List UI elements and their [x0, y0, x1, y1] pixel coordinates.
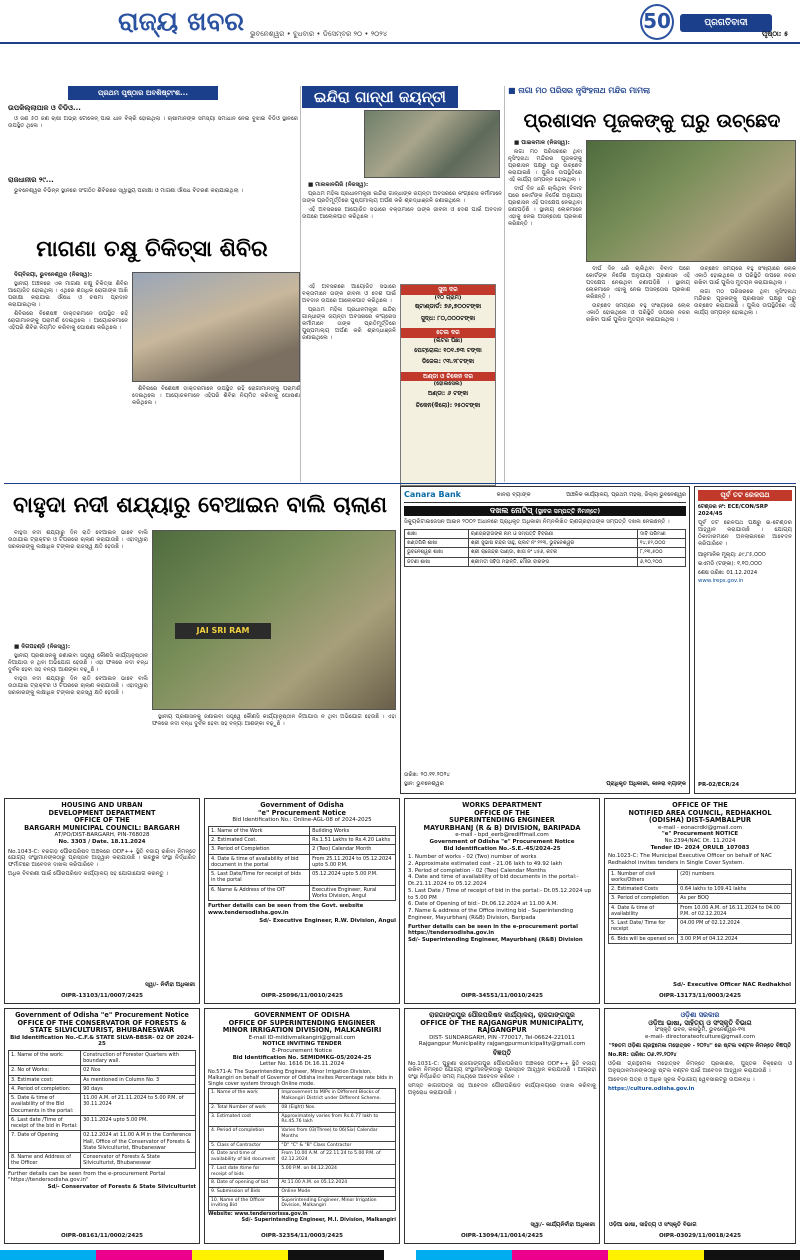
petrol-rate: ପେଟ୍ରୋଲ: ୧୦୧.୭୩ ଟଙ୍କା: [414, 346, 482, 354]
notice-code: OIPR-25096/11/0010/2425: [260, 993, 344, 1000]
fuel-rate-unit: (ଲିଟର ପିଛା): [433, 337, 463, 344]
notice-title: MINOR IRRIGATION DIVISION, MALKANGIRI: [222, 1026, 382, 1035]
canara-notice: [400, 486, 690, 794]
canara-logo: Canara Bank: [404, 490, 462, 499]
notice-line: 3. Period of completion - 02 (Two) Calendar Months: [408, 867, 546, 874]
railway-header: ପୂର୍ବ ତଟ ରେଳପଥ: [698, 490, 792, 501]
naga-headline: ପ୍ରଶାସନ ପୂଜକଙ୍କୁ ଘରୁ ଉଚ୍ଛେଦ: [523, 110, 781, 132]
table-row: 10. Name of the Officer inviting Bid Superintending Engineer, Minor Irrigation Division, Malkangiri: [209, 1196, 396, 1210]
continued-text-2: ଭୁବନେଶ୍ୱର ବିଭିନ୍ନ ସ୍ଥାନରେ ସଂଗଠିତ ଶିବିରରେ ସ୍ୱାସ୍ଥ୍ୟ ପରୀକ୍ଷା ଓ ମାଗଣା ଔଷଧ ବିତରଣ କରାଯାଇଥିଲା ।: [14, 188, 243, 194]
table-row: 2. Estimated Cost. Rs.1.51 Lakhs to Rs.4.20 Lakhs: [209, 836, 396, 845]
table-row: 4. Date & time of availability From 10.00 A.M. of 16.11.2024 to 04.00 P.M. of 02.12.2024: [609, 903, 792, 919]
table-row: 1. Name of the work: Construction of Forester Quarters with boundary wall.: [9, 1050, 196, 1066]
notice-line: 1. Number of works - 02 (Two) number of works: [408, 854, 537, 861]
notice-subtitle: "e" Procurement NOTICE: [661, 831, 739, 838]
table-row: ଖଣ୍ଡଗିରି ଶାଖା ଶ୍ରୀ ସୁଭାଷ ଚନ୍ଦ୍ର ସାହୁ, ପ୍ଲଟ ନଂ ୧୨୩, ଭୁବନେଶ୍ୱର ୧୪,୫୨,୦୦୦: [405, 539, 686, 548]
column-divider: [504, 86, 505, 482]
railway-cost: ଆନୁମାନିକ ମୂଲ୍ୟ: ୬୯,୮୫,୦୦୦: [698, 552, 766, 559]
chicken-rate: ଚିକେନ(କିଲୋ): ୨୫୦ଟଙ୍କା: [415, 401, 481, 409]
table-row: 3. Estimated cost Approximately varies from Rs.6.77 lakh to Rs.45.76 lakh: [209, 1112, 396, 1126]
bahuda-photo: [152, 530, 396, 710]
notice-title: HOUSING AND URBAN: [61, 801, 143, 809]
notice-code: OIPR-32354/11/0003/2425: [260, 1233, 344, 1240]
notice-line: 5. Last Date / Time of receipt of bid in the portal:- Dt.05.12.2024 up to 5.00 PM: [408, 887, 592, 901]
continued-subhead-2: ରାଜଧାନୀର ୨୯...: [8, 176, 54, 184]
notice-table: [208, 1088, 396, 1211]
railway-tender-no: ଟେଣ୍ଡର ନଂ: ECE/CON/SRP 2024/45: [698, 503, 768, 517]
table-row: 4. Period of completion: 90 days: [9, 1084, 196, 1093]
table-row: 1. Number of civil works/Others (20) numbers: [609, 869, 792, 885]
column-divider: [300, 86, 301, 482]
notice-subtitle: Government of Odisha "e" Procurement Notice: [429, 838, 575, 845]
page-number: ପୃଷ୍ଠା: ୫: [762, 30, 789, 38]
section-divider: [4, 483, 796, 484]
notice-title: ଓଡ଼ିଆ ଭାଷା, ସାହିତ୍ୟ ଓ ସଂସ୍କୃତି ବିଭାଗ: [648, 1018, 752, 1027]
table-row: 7. Date of Opening 02.12.2024 at 11.00 A.M in the Conference Hall, Office of the Conservator of Forests & State Silviculturist, Bhubaneswar: [9, 1131, 196, 1153]
table-row: 5. Class of Contractor "D" "C" & "B" Class Contractor: [209, 1141, 396, 1150]
naga-kicker: ■ ନାଗା ମଠ ପରିସର ନୃସିଂହନାଥ ମନ୍ଦିର ମାମଲା: [508, 86, 651, 95]
table-header: ଶାଖା ଋଣଗ୍ରହୀତାଙ୍କ ନାମ ଓ ସମ୍ପତ୍ତି ବିବରଣୀ ଦାବି ପରିମାଣ: [405, 529, 686, 538]
notice-body: No.1031-C: ପୁରୁଣା ରାଜଗାଙ୍ଗପୁର ପୌରପରିଷଦ ଅଞ୍ଚଳରେ ODF++ ସ୍ଥିତି ବଜାୟ ରଖିବା ନିମନ୍ତେ ଯୋଗ୍ୟ ସଂସ୍ଥାମାନଙ୍କଠାରୁ ପ୍ରସ୍ତାବ ଆହ୍ୱାନ କରାଯାଉଛି । ଆଗ୍ରହୀ ସଂସ୍ଥା ନିର୍ଦ୍ଧାରିତ ସମୟ ମଧ୍ୟରେ ଆବେଦନ କରିବେ ।: [408, 1060, 596, 1081]
railway-code: PR-02/ECR/24: [698, 782, 740, 789]
notice-subtitle: Bid Identification No.-S.E.-45/2024-25: [443, 845, 561, 852]
notice-title: WORKS DEPARTMENT: [462, 801, 542, 809]
table-row: 2. Total Number of work 08 (Eight) Nos.: [209, 1103, 396, 1112]
egg-chicken-label: ଅଣ୍ଡା ଓ ଚିକେନ ଦର: [401, 372, 495, 382]
fuel-rate-label: ତେଲ ଦର: [401, 328, 495, 338]
notice-line: 2. Approximate estimated cost - 21.06 lakh to 49.92 lakh: [408, 860, 563, 867]
notice-subtitle: Letter No. 1616 Dt.16.11.2024: [259, 1061, 345, 1068]
railway-emd: ଇଏମଡି (ଟଙ୍କା): ୧,୧୦,୦୦୦: [698, 560, 762, 567]
notice-body: No.1043-C: ବରଗଡ଼ ପୌରପରିଷଦ ଅଞ୍ଚଳରେ ODF++ ସ୍ଥିତି ବଜାୟ ରଖିବା ନିମନ୍ତେ ଯୋଗ୍ୟ ସଂସ୍ଥାମାନଙ୍କଠାରୁ ପ୍ରସ୍ତାବ ଆହ୍ୱାନ କରାଯାଉଛି । ଇଚ୍ଛୁକ ସଂସ୍ଥା ନିର୍ଦ୍ଧାରିତ ଫର୍ମାଟରେ ଆବେଦନ ଦାଖଲ କରିପାରିବେ ।: [8, 848, 196, 869]
railway-close-date: ଶେଷ ତାରିଖ: 01.12.2024: [698, 569, 758, 576]
table-row: 8. Name and Address of the Officer Conservator of Forests & State Silviculturist, Bhubaneswar: [9, 1153, 196, 1169]
page-title: ରାଜ୍ୟ ଖବର: [118, 7, 245, 37]
notice-title: NOTIFIED AREA COUNCIL, REDHAKHOL: [628, 808, 772, 817]
table-row: 6. Date and time of availability of bid document From 10.00 A.M. of 22.11.24 to 5.00 P.M. of 02.12.2024: [209, 1150, 396, 1164]
table-row: 1. Name of the work Improvement to MIPs in Different Blocks of Malkangiri District under Different Scheme.: [209, 1089, 396, 1103]
table-row: 7. Last date /time for receipt of bids 5.00 P.M. on 04.12.2024: [209, 1164, 396, 1178]
canara-body: ସିକ୍ୟୁରିଟାଇଜେସନ ଆଇନ ୨୦୦୨ ଅଧୀନରେ ପ୍ରାଧିକୃତ ଅଧିକାରୀ ନିମ୍ନଲିଖିତ ଋଣଗ୍ରହୀତାଙ୍କ ସମ୍ପତ୍ତି ଦଖଲ ନେଇଛନ୍ତି ।: [404, 519, 670, 525]
notice-body: ଓଡ଼ିଶା ଗ୍ରନ୍ଥମେଳା ମହୋତ୍ସବ ନିମନ୍ତେ ପ୍ରକାଶକ, ପୁସ୍ତକ ବିକ୍ରେତା ଓ ଅନୁଷ୍ଠାନମାନଙ୍କଠାରୁ ଷ୍ଟଲ ବଣ୍ଟନ ପାଇଁ ଆବେଦନ ଆହ୍ୱାନ କରାଯାଉଛି ।: [608, 1060, 792, 1074]
naga-text-3: ଉଚ୍ଛେଦ ସମୟରେ ବହୁ ସଂଖ୍ୟାରେ ଲୋକ ଏକାଠି ହୋଇଥିଲେ ଓ ପରିସ୍ଥିତି ଉପରେ ନଜର ରଖିବା ପାଇଁ ପୁଲିସ ମୁତୟନ କରାଯାଇଥିଲା । ନାଗା ମଠ ପରିସରରେ ଥିବା ନୃସିଂହନାଥ ମନ୍ଦିରର ପୂଜକଙ୍କୁ ପ୍ରଶାସନ ପକ୍ଷରୁ ଘରୁ ଉଚ୍ଛେଦ କରାଯାଇଛି । ପୁଲିସ ଉପସ୍ଥିତିରେ ଏହି କାର୍ଯ୍ୟ ସମ୍ପନ୍ନ ହୋଇଥିଲା ।: [694, 266, 796, 316]
truck-sign: JAI SRI RAM: [175, 623, 271, 639]
continued-text-1: ଓ ଜଣ ୫୦ ଜଣ ଚାଷୀ ଅଭ୍ରା ଟୋକେନ୍ ପାଇ ଧାନ ବିକ୍ରି ହୋଇଥିଲା । ଚାଷୀମାନଙ୍କ ସମସ୍ୟା ସମାଧାନ ନେଇ ବୁଝାଇ ବିଡିଓ ସ୍ଥାନରେ ଉପସ୍ଥିତ ଥିଲେ ।: [8, 116, 298, 129]
bahuda-headline: ବାହୁଦା ନଦୀ ଶଯ୍ୟାରୁ ବେଆଇନ ବାଲି ଚାଲାଣ: [12, 493, 388, 518]
notice-title: ବିଜ୍ଞପ୍ତି: [492, 1048, 512, 1057]
notice-title: "e" Procurement Notice: [258, 808, 346, 817]
notice-code: OIPR-03029/11/0018/2425: [658, 1233, 742, 1240]
notice-subtitle: DIST- SUNDARGARH, PIN -770017, Tel-06624-221011: [429, 1034, 575, 1041]
notice-signature: Sd/- Superintending Engineer, M.I. Division, Malkangiri: [241, 1217, 396, 1224]
notice-table: [208, 826, 396, 901]
table-row: 5. Last Date/Time for receipt of bids in the portal 05.12.2024 upto 5.00 P.M.: [209, 870, 396, 886]
table-row: 4. Date & time of availability of bid document in the portal From 25.11.2024 to 05.12.2024 upto 5.00 P.M.: [209, 854, 396, 870]
malkangiri-notice: [204, 1008, 400, 1244]
bahuda-text-1: ବାହୁଦା ନଦୀ ଶଯ୍ୟାରୁ ଦିନ ରାତି ବେଆଇନ ଭାବେ ବାଲି ଉଠାଯାଇ ଟ୍ରାକ୍ଟର ଓ ଟିପରରେ ଚାଲାଣ କରାଯାଉଛି । ଏହାଦ୍ୱାରା ସରକାରଙ୍କୁ ଲକ୍ଷାଧିକ ଟଙ୍କାର ରାଜସ୍ୱ କ୍ଷତି ହେଉଛି ।: [8, 530, 148, 550]
notice-body: No.1023-C: The Municipal Executive Officer on behalf of NAC Redhakhol invites tenders in Single Cover System.: [608, 853, 772, 866]
notice-signature: Sd/- Conservator of Forests & State Silviculturist: [47, 1184, 196, 1191]
canara-office: ଆଞ୍ଚଳିକ କାର୍ଯ୍ୟାଳୟ, ପ୍ରଥମ ମହଲା, ଜିଲ୍ଲା ଭୁବନେଶ୍ୱର: [566, 491, 686, 498]
notice-code: OIPR-13103/11/0007/2425: [60, 993, 144, 1000]
mayurbhanj-notice: [404, 798, 600, 1004]
notice-signature: Sd/- Executive Engineer, R.W. Division, Angul: [259, 917, 396, 924]
notice-subtitle: NOTICE INVITING TENDER: [262, 1041, 342, 1048]
rajgangpur-notice: [404, 1008, 600, 1244]
notice-title: Government of Odisha "e" Procurement Notice: [15, 1011, 189, 1019]
rates-box: [400, 284, 496, 486]
notice-code: OIPR-08161/11/0002/2425: [60, 1233, 144, 1240]
redhakhol-notice: [604, 798, 796, 1004]
forest-notice: [4, 1008, 200, 1244]
notice-table: [8, 1050, 196, 1169]
notice-subtitle: E-mail ID-mildivmalkangiri@gmail.com: [248, 1034, 356, 1041]
notice-table: [608, 869, 792, 944]
bahuda-text-2: ■ ଦିଗପହଣ୍ଡି (ନିଜସ୍ୱ): ସ୍ଥାନୀୟ ପ୍ରଶାସନକୁ ଜଣାଇବା ସତ୍ତ୍ୱେ କୌଣସି କାର୍ଯ୍ୟାନୁଷ୍ଠାନ ନିଆଯାଉ ନ ଥିବା ଅଭିଯୋଗ ହେଉଛି । ଏହା ଫଳରେ ନଦୀ ବନ୍ଧ ଦୁର୍ବଳ ହେବା ସହ ବନ୍ୟା ଆଶଙ୍କା ବଢ଼ୁଛି । ବାହୁଦା ନଦୀ ଶଯ୍ୟାରୁ ଦିନ ରାତି ବେଆଇନ ଭାବେ ବାଲି ଉଠାଯାଇ ଟ୍ରାକ୍ଟର ଓ ଟିପରରେ ଚାଲାଣ କରାଯାଉଛି । ଏହାଦ୍ୱାରା ସରକାରଙ୍କୁ ଲକ୍ଷାଧିକ ଟଙ୍କାର ରାଜସ୍ୱ କ୍ଷତି ହେଉଛି ।: [8, 644, 148, 696]
notice-subtitle: "୨୭ତମ ଓଡ଼ିଶା ଗ୍ରନ୍ଥମେଳା ମହୋତ୍ସବ - ୨୦୨୪" ରେ ଷ୍ଟଲ ବଣ୍ଟନ ନିମନ୍ତେ ବିଜ୍ଞପ୍ତି: [608, 1043, 792, 1050]
canara-date: ତାରିଖ: ୨୦.୧୧.୨୦୨୪: [404, 772, 450, 779]
notice-subtitle: Bid Identification No.-C.F.& STATE SILVA-BBSR- 02 OF 2024-25: [10, 1034, 194, 1048]
egg-chicken-unit: (ହୋଲସେଲ): [433, 381, 463, 388]
notice-signature: ସ୍ୱା/- ନିର୍ବାହୀ ଅଧିକାରୀ: [145, 982, 195, 989]
naga-photo: [586, 140, 796, 262]
notice-ref: No.RR: ତାରିଖ: ୦୬.୧୨.୨୦୨୪: [608, 1051, 677, 1058]
gold-pure-rate: ସୁଦ୍ଧ: ୮୦,୦୦୦ଟଙ୍କା: [420, 314, 476, 322]
notice-title: OFFICE OF THE CONSERVATOR OF FORESTS &: [17, 1018, 187, 1027]
dateline: ଭୁବନେଶ୍ୱର • ବୁଧବାର • ଡିସେମ୍ବର ୨୦ • ୨୦୨୪: [250, 30, 388, 38]
notice-line: 7. Name & address of the Office inviting bid - Superintending Engineer, Mayurbhanj (R&B) Division, Baripada: [408, 908, 573, 921]
railway-site-link[interactable]: www.ireps.gov.in: [698, 578, 744, 585]
notice-title: OFFICE OF THE RAJGANGPUR MUNICIPALITY,: [420, 1018, 584, 1027]
railway-body: ପୂର୍ବ ତଟ ରେଳପଥ ପକ୍ଷରୁ ଇ-ଟେଣ୍ଡର ଆହ୍ୱାନ କରାଯାଉଛି । ଯୋଗ୍ୟ ଠିକାଦାରମାନେ ଅନଲାଇନରେ ଆବେଦନ କରିପାରିବେ ।: [698, 520, 792, 548]
notice-subtitle: AT/PO/DIST-BARGARH, PIN-768028: [54, 832, 150, 839]
canara-table: [404, 529, 686, 567]
notice-footnote: Website: www.tendersorissa.gov.in: [208, 1211, 308, 1218]
anniversary-logo: 50: [640, 4, 674, 40]
continued-banner: ପ୍ରଥମ ପୃଷ୍ଠାର ଅବଶିଷ୍ଟାଂଶ...: [68, 86, 218, 100]
culture-notice: [604, 1008, 796, 1244]
angul-notice: [204, 798, 400, 1004]
continued-subhead-1: ଉପକିଲ୍ଲାପାଳ ଓ ବିଡିଓ...: [8, 104, 81, 112]
eye-camp-photo: [132, 272, 300, 382]
notice-title: RAJGANGPUR: [477, 1026, 527, 1035]
canara-signer: ପ୍ରାଧିକୃତ ଅଧିକାରୀ, କାନରା ବ୍ୟାଙ୍କ: [606, 781, 686, 788]
table-row: ଜଟଣୀ ଶାଖା ଶ୍ରୀମତୀ ସବିତା ମହାନ୍ତି, ମୌଜା ବାରଙ୍ଗ ୬,୧୦,୨୦୦: [405, 557, 686, 566]
notice-subtitle: e-mail- directorateofculture@gmail.com: [645, 1033, 755, 1040]
notice-title: Government of Odisha: [260, 801, 344, 809]
canara-notice-title: ଦଖଲ ନୋଟିସ୍ (ସ୍ଥାବର ସମ୍ପତ୍ତି ନିମନ୍ତେ): [404, 506, 686, 516]
indira-headline: ଇନ୍ଦିରା ଗାନ୍ଧୀ ଜୟନ୍ତୀ: [302, 86, 458, 108]
naga-text-2: ଦୀର୍ଘ ଦିନ ଧରି ଚାଲିଥିବା ବିବାଦ ପରେ କୋର୍ଟଙ୍କ ନିର୍ଦ୍ଦେଶ ଅନୁଯାୟୀ ପ୍ରଶାସନ ଏହି ପଦକ୍ଷେପ ନେଇଥିବା ଜଣାପଡ଼ିଛି । ସ୍ଥାନୀୟ ଲୋକମାନେ ଏହାକୁ ନେଇ ଅସନ୍ତୋଷ ପ୍ରକାଶ କରିଛନ୍ତି । ଉଚ୍ଛେଦ ସମୟରେ ବହୁ ସଂଖ୍ୟାରେ ଲୋକ ଏକାଠି ହୋଇଥିଲେ ଓ ପରିସ୍ଥିତି ଉପରେ ନଜର ରଖିବା ପାଇଁ ପୁଲିସ ମୁତୟନ କରାଯାଇଥିଲା ।: [586, 266, 690, 323]
table-row: 3. Period of Completion 2 (Two) Calendar Month: [209, 845, 396, 854]
table-row: 8. Date of opening of bid At 11.00 A.M. on 05.12.2024: [209, 1179, 396, 1188]
table-row: 6. Bids will be opened on 3.00 P.M of 04.12.2024: [609, 934, 792, 943]
notice-footnote: Further details can be seen from the e-procurement Portal "https://tendersodisha.gov.in": [8, 1170, 166, 1184]
table-row: 3. Estimate cost: As mentioned in Column No. 3: [9, 1075, 196, 1084]
notice-title: (ODISHA) DIST-SAMBALPUR: [648, 816, 752, 825]
table-row: 2. Estimated Costs 0.64 lakhs to 109.41 lakhs: [609, 885, 792, 894]
notice-signature: ସ୍ୱା/- କାର୍ଯ୍ୟନିର୍ବାହୀ ଅଧିକାରୀ: [530, 1222, 595, 1229]
notice-title: OFFICE OF SUPERINTENDING ENGINEER: [228, 1018, 376, 1027]
table-row: 2. No of Works: 02 Nos: [9, 1066, 196, 1075]
notice-body: ଆବେଦନ ପତ୍ର ଓ ଅଧିକ ସୂଚନା ବିଭାଗୀୟ ୱେବସାଇଟରୁ ଉପଲବ୍ଧ ।: [608, 1076, 755, 1083]
notice-subtitle: E-Procurement Notice: [272, 1047, 332, 1054]
eye-camp-headline: ମାଗଣା ଚକ୍ଷୁ ଚିକିତ୍ସା ଶିବିର: [36, 237, 268, 262]
notice-subtitle: Bid Identification No. SEMIDMKG-05/2024-25: [232, 1054, 372, 1061]
diesel-rate: ଡିଜେଲ: ୯୩.୨୮ଟଙ୍କା: [421, 358, 475, 366]
notice-footnote: Further details can be seen in the e-procurement portal https://tendersodisha.gov.in: [408, 923, 579, 937]
gold-rate-unit: (୧୦ ଗ୍ରାମ): [434, 294, 462, 301]
table-row: 1. Name of the Work Building Works: [209, 826, 396, 835]
notice-code: OIPR-34551/11/0010/2425: [460, 993, 544, 1000]
table-row: 5. Date & time of availability of the Bid Documents in the portal: 11.00 A.M. of 21.11.2024 to 5.00 P.M. of 30.11.2024: [9, 1094, 196, 1116]
table-row: 6. Name & Address of the OIT Executive Engineer, Rural Works Division, Angul: [209, 885, 396, 901]
bargarh-notice: [4, 798, 200, 1004]
notice-title: OFFICE OF THE: [474, 808, 530, 817]
notice-body: ଅଧିକ ବିବରଣୀ ପାଇଁ ପୌରପରିଷଦ କାର୍ଯ୍ୟାଳୟ ସହ ଯୋଗାଯୋଗ କରନ୍ତୁ ।: [8, 871, 168, 878]
naga-text-1: ■ ପାଇକମାଳ (ନିଜସ୍ୱ): ନାଗା ମଠ ପରିସରରେ ଥିବା ନୃସିଂହନାଥ ମନ୍ଦିରର ପୂଜକଙ୍କୁ ପ୍ରଶାସନ ପକ୍ଷରୁ ଘରୁ ଉଚ୍ଛେଦ କରାଯାଇଛି । ପୁଲିସ ଉପସ୍ଥିତିରେ ଏହି କାର୍ଯ୍ୟ ସମ୍ପନ୍ନ ହୋଇଥିଲା । ଦୀର୍ଘ ଦିନ ଧରି ଚାଲିଥିବା ବିବାଦ ପରେ କୋର୍ଟଙ୍କ ନିର୍ଦ୍ଦେଶ ଅନୁଯାୟୀ ପ୍ରଶାସନ ଏହି ପଦକ୍ଷେପ ନେଇଥିବା ଜଣାପଡ଼ିଛି । ସ୍ଥାନୀୟ ଲୋକମାନେ ଏହାକୁ ନେଇ ଅସନ୍ତୋଷ ପ୍ରକାଶ କରିଛନ୍ତି ।: [508, 140, 583, 227]
notice-subtitle: No. 3303 / Date. 18.11.2024: [58, 838, 146, 845]
canara-place: ସ୍ଥାନ: ଭୁବନେଶ୍ୱର: [404, 781, 444, 788]
notice-title: ଓଡ଼ିଶା ସରକାର: [680, 1011, 720, 1019]
notice-footnote: Further details can be seen from the Govt. website www.tendersodisha.gov.in: [208, 903, 364, 916]
eye-camp-text-continued: ଶିବିରରେ ବିଶେଷଜ୍ଞ ଡାକ୍ତରମାନେ ଉପସ୍ଥିତ ରହି ରୋଗୀମାନଙ୍କୁ ପରାମର୍ଶ ଦେଇଥିଲେ । ଆୟୋଜକମାନେ ଏହିପରି ଶିବିର ନିୟମିତ କରିବାକୁ ଘୋଷଣା କରିଥିଲେ ।: [132, 386, 300, 406]
table-row: 6. Last date /Time of receipt of the bid in Portal: 30.11.2024 upto 5.00 PM.: [9, 1115, 196, 1131]
bahuda-text-3: ସ୍ଥାନୀୟ ପ୍ରଶାସନକୁ ଜଣାଇବା ସତ୍ତ୍ୱେ କୌଣସି କାର୍ଯ୍ୟାନୁଷ୍ଠାନ ନିଆଯାଉ ନ ଥିବା ଅଭିଯୋଗ ହେଉଛି । ଏହା ଫଳରେ ନଦୀ ବନ୍ଧ ଦୁର୍ବଳ ହେବା ସହ ବନ୍ୟା ଆଶଙ୍କା ବଢ଼ୁଛି ।: [152, 714, 396, 727]
indira-text-continued: ଏହି ଅବସରରେ ଆୟୋଜିତ ସଭାରେ ବକ୍ତାମାନେ ତାଙ୍କ ଜୀବନୀ ଓ ଦେଶ ପାଇଁ ଅବଦାନ ଉପରେ ଆଲୋକପାତ କରିଥିଲେ । ପ୍ରଥମ ମହିଳା ପ୍ରଧାନମନ୍ତ୍ରୀ ଇନ୍ଦିରା ଗାନ୍ଧୀଙ୍କ ଜୟନ୍ତୀ ଅବସରରେ କଂଗ୍ରେସ କର୍ମୀମାନେ ତାଙ୍କ ପ୍ରତିମୂର୍ତ୍ତିରେ ପୁଷ୍ପମାଲ୍ୟ ଅର୍ପଣ କରି ଶ୍ରଦ୍ଧାଞ୍ଜଳି ଜଣାଇଥିଲେ ।: [302, 284, 396, 341]
culture-site-link[interactable]: https://culture.odisha.gov.in: [608, 1085, 695, 1092]
registration-strip: [0, 1250, 800, 1260]
table-row: 3. Period of completion As per BOQ: [609, 894, 792, 903]
table-row: 5. Last Date/ Time for receipt 04.00 PM of 02.12.2024: [609, 919, 792, 935]
table-row: 9. Submission of Bids Online Mode: [209, 1188, 396, 1197]
indira-text: ■ ମାଲକାନଗିରି (ନିଜସ୍ୱ): ପ୍ରଥମ ମହିଳା ପ୍ରଧାନମନ୍ତ୍ରୀ ଇନ୍ଦିରା ଗାନ୍ଧୀଙ୍କ ଜୟନ୍ତୀ ଅବସରରେ କଂଗ୍ରେସ କର୍ମୀମାନେ ତାଙ୍କ ପ୍ରତିମୂର୍ତ୍ତିରେ ପୁଷ୍ପମାଲ୍ୟ ଅର୍ପଣ କରି ଶ୍ରଦ୍ଧାଞ୍ଜଳି ଜଣାଇଥିଲେ । ଏହି ଅବସରରେ ଆୟୋଜିତ ସଭାରେ ବକ୍ତାମାନେ ତାଙ୍କ ଜୀବନୀ ଓ ଦେଶ ପାଇଁ ଅବଦାନ ଉପରେ ଆଲୋକପାତ କରିଥିଲେ ।: [302, 182, 502, 220]
canara-header: [404, 490, 686, 503]
notice-code: OIPR-13173/11/0003/2425: [658, 993, 742, 1000]
notice-signature: Sd/- Superintending Engineer, Mayurbhanj (R&B) Division: [408, 937, 583, 944]
notice-subtitle: No.2394/NAC Dt. 11.2024: [664, 837, 736, 844]
notice-body: ସମସ୍ତ କାଗଜପତ୍ର ସହ ଆବେଦନ ପୌରପରିଷଦ କାର୍ଯ୍ୟାଳୟରେ ଦାଖଲ କରିବାକୁ ଅନୁରୋଧ କରାଯାଉଛି ।: [408, 1083, 596, 1097]
egg-rate: ଅଣ୍ଡା: ୬ ଟଙ୍କା: [427, 390, 469, 398]
canara-bank-odia: କାନରା ବ୍ୟାଙ୍କ: [496, 491, 531, 498]
gold-rate-label: ସୁନା ଦର: [401, 285, 495, 295]
notice-subtitle: Tender ID- 2024_ORULB_107083: [650, 844, 750, 851]
brand-logo: ପ୍ରଗତିବାଦୀ: [680, 14, 772, 32]
notice-subtitle: e-mail - bpd_eerb@rediffmail.com: [455, 832, 549, 839]
notice-signature: ଓଡ଼ିଆ ଭାଷା, ସାହିତ୍ୟ ଓ ସଂସ୍କୃତି ବିଭାଗ: [609, 1222, 697, 1229]
notice-title: SUPERINTENDING ENGINEER: [449, 816, 555, 825]
table-row: 4. Period of completion Varies from 03(Three) to 06(Six) Calendar Months: [209, 1127, 396, 1141]
notice-title: DEVELOPMENT DEPARTMENT: [48, 808, 156, 817]
notice-title: GOVERNMENT OF ODISHA: [254, 1011, 350, 1019]
indira-photo: [364, 110, 500, 178]
railway-notice: [694, 486, 796, 794]
notice-code: OIPR-13094/11/0014/2425: [460, 1233, 544, 1240]
notice-line: 4. Date and time of availability of bid documents in the portal:- Dt.21.11.2024 to 05.12.2024: [408, 874, 579, 888]
notice-body: No.571-A: The Superintending Engineer, Minor Irrigation Division, Malkangiri on behalf of Governor of Odisha invites Percentage rate bids in Single cover system through Online mode.: [208, 1068, 394, 1088]
notice-title: MAYURBHANJ (R & B) DIVISION, BARIPADA: [423, 823, 581, 832]
eye-camp-text: ଦିଗ୍ବିଜୟୀ, ଭୁବନେଶ୍ୱର (ନିଜସ୍ୱ): ସ୍ଥାନୀୟ ଅଞ୍ଚଳରେ ଏକ ମାଗଣା ଚକ୍ଷୁ ଚିକିତ୍ସା ଶିବିର ଆୟୋଜିତ ହୋଇଥିଲା । ଏଥିରେ ଶତାଧିକ ରୋଗୀଙ୍କ ଆଖି ପରୀକ୍ଷା କରାଯାଇ ଔଷଧ ଓ ଚଷମା ପ୍ରଦାନ କରାଯାଇଥିଲା । ଶିବିରରେ ବିଶେଷଜ୍ଞ ଡାକ୍ତରମାନେ ଉପସ୍ଥିତ ରହି ରୋଗୀମାନଙ୍କୁ ପରାମର୍ଶ ଦେଇଥିଲେ । ଆୟୋଜକମାନେ ଏହିପରି ଶିବିର ନିୟମିତ କରିବାକୁ ଘୋଷଣା କରିଥିଲେ ।: [8, 272, 128, 331]
notice-title: OFFICE OF THE: [74, 816, 130, 825]
notice-subtitle: Rajgangpur Municipality rajgangpurmunicipality@gmail.com: [418, 1041, 586, 1048]
notice-title: STATE SILVICULTURIST, BHUBANESWAR: [29, 1026, 175, 1035]
notice-title: BARGARH MUNICIPAL COUNCIL: BARGARH: [24, 823, 180, 832]
notice-line: 6. Date of Opening of bid:- Dt.06.12.2024 at 11.00 A.M.: [408, 901, 559, 908]
gold-standard-rate: ଷ୍ଟାଣ୍ଡାର୍ଡ: ୭୬,୭୦୦ଟଙ୍କା: [414, 303, 482, 311]
notice-subtitle: ସଂସ୍କୃତି ଭବନ, କଳାଭୂମି, ଭୁବନେଶ୍ୱର-୧୩: [654, 1027, 746, 1034]
notice-subtitle: e-mail - eonacrdkl@gmail.com: [658, 824, 742, 831]
notice-title: OFFICE OF THE: [672, 801, 728, 809]
notice-title: ରାଜଗାଙ୍ଗପୁର ପୌରପରିଷଦ କାର୍ଯ୍ୟାଳୟ, ରାଜଗାଙ୍ଗପୁର: [429, 1011, 575, 1019]
notice-signature: Sd/- Executive Officer NAC Redhakhol: [672, 982, 791, 989]
notice-subtitle: Bid Identification No.: Online-AGL-08 of 2024-2025: [232, 817, 372, 824]
table-row: ଭୁବନେଶ୍ୱର ଶାଖା ଶ୍ରୀ ରାଜେନ୍ଦ୍ର ପାଣ୍ଡା, ଖାତା ନଂ ୪୫୬, କଟକ ୮,୨୩,୫୦୦: [405, 548, 686, 557]
